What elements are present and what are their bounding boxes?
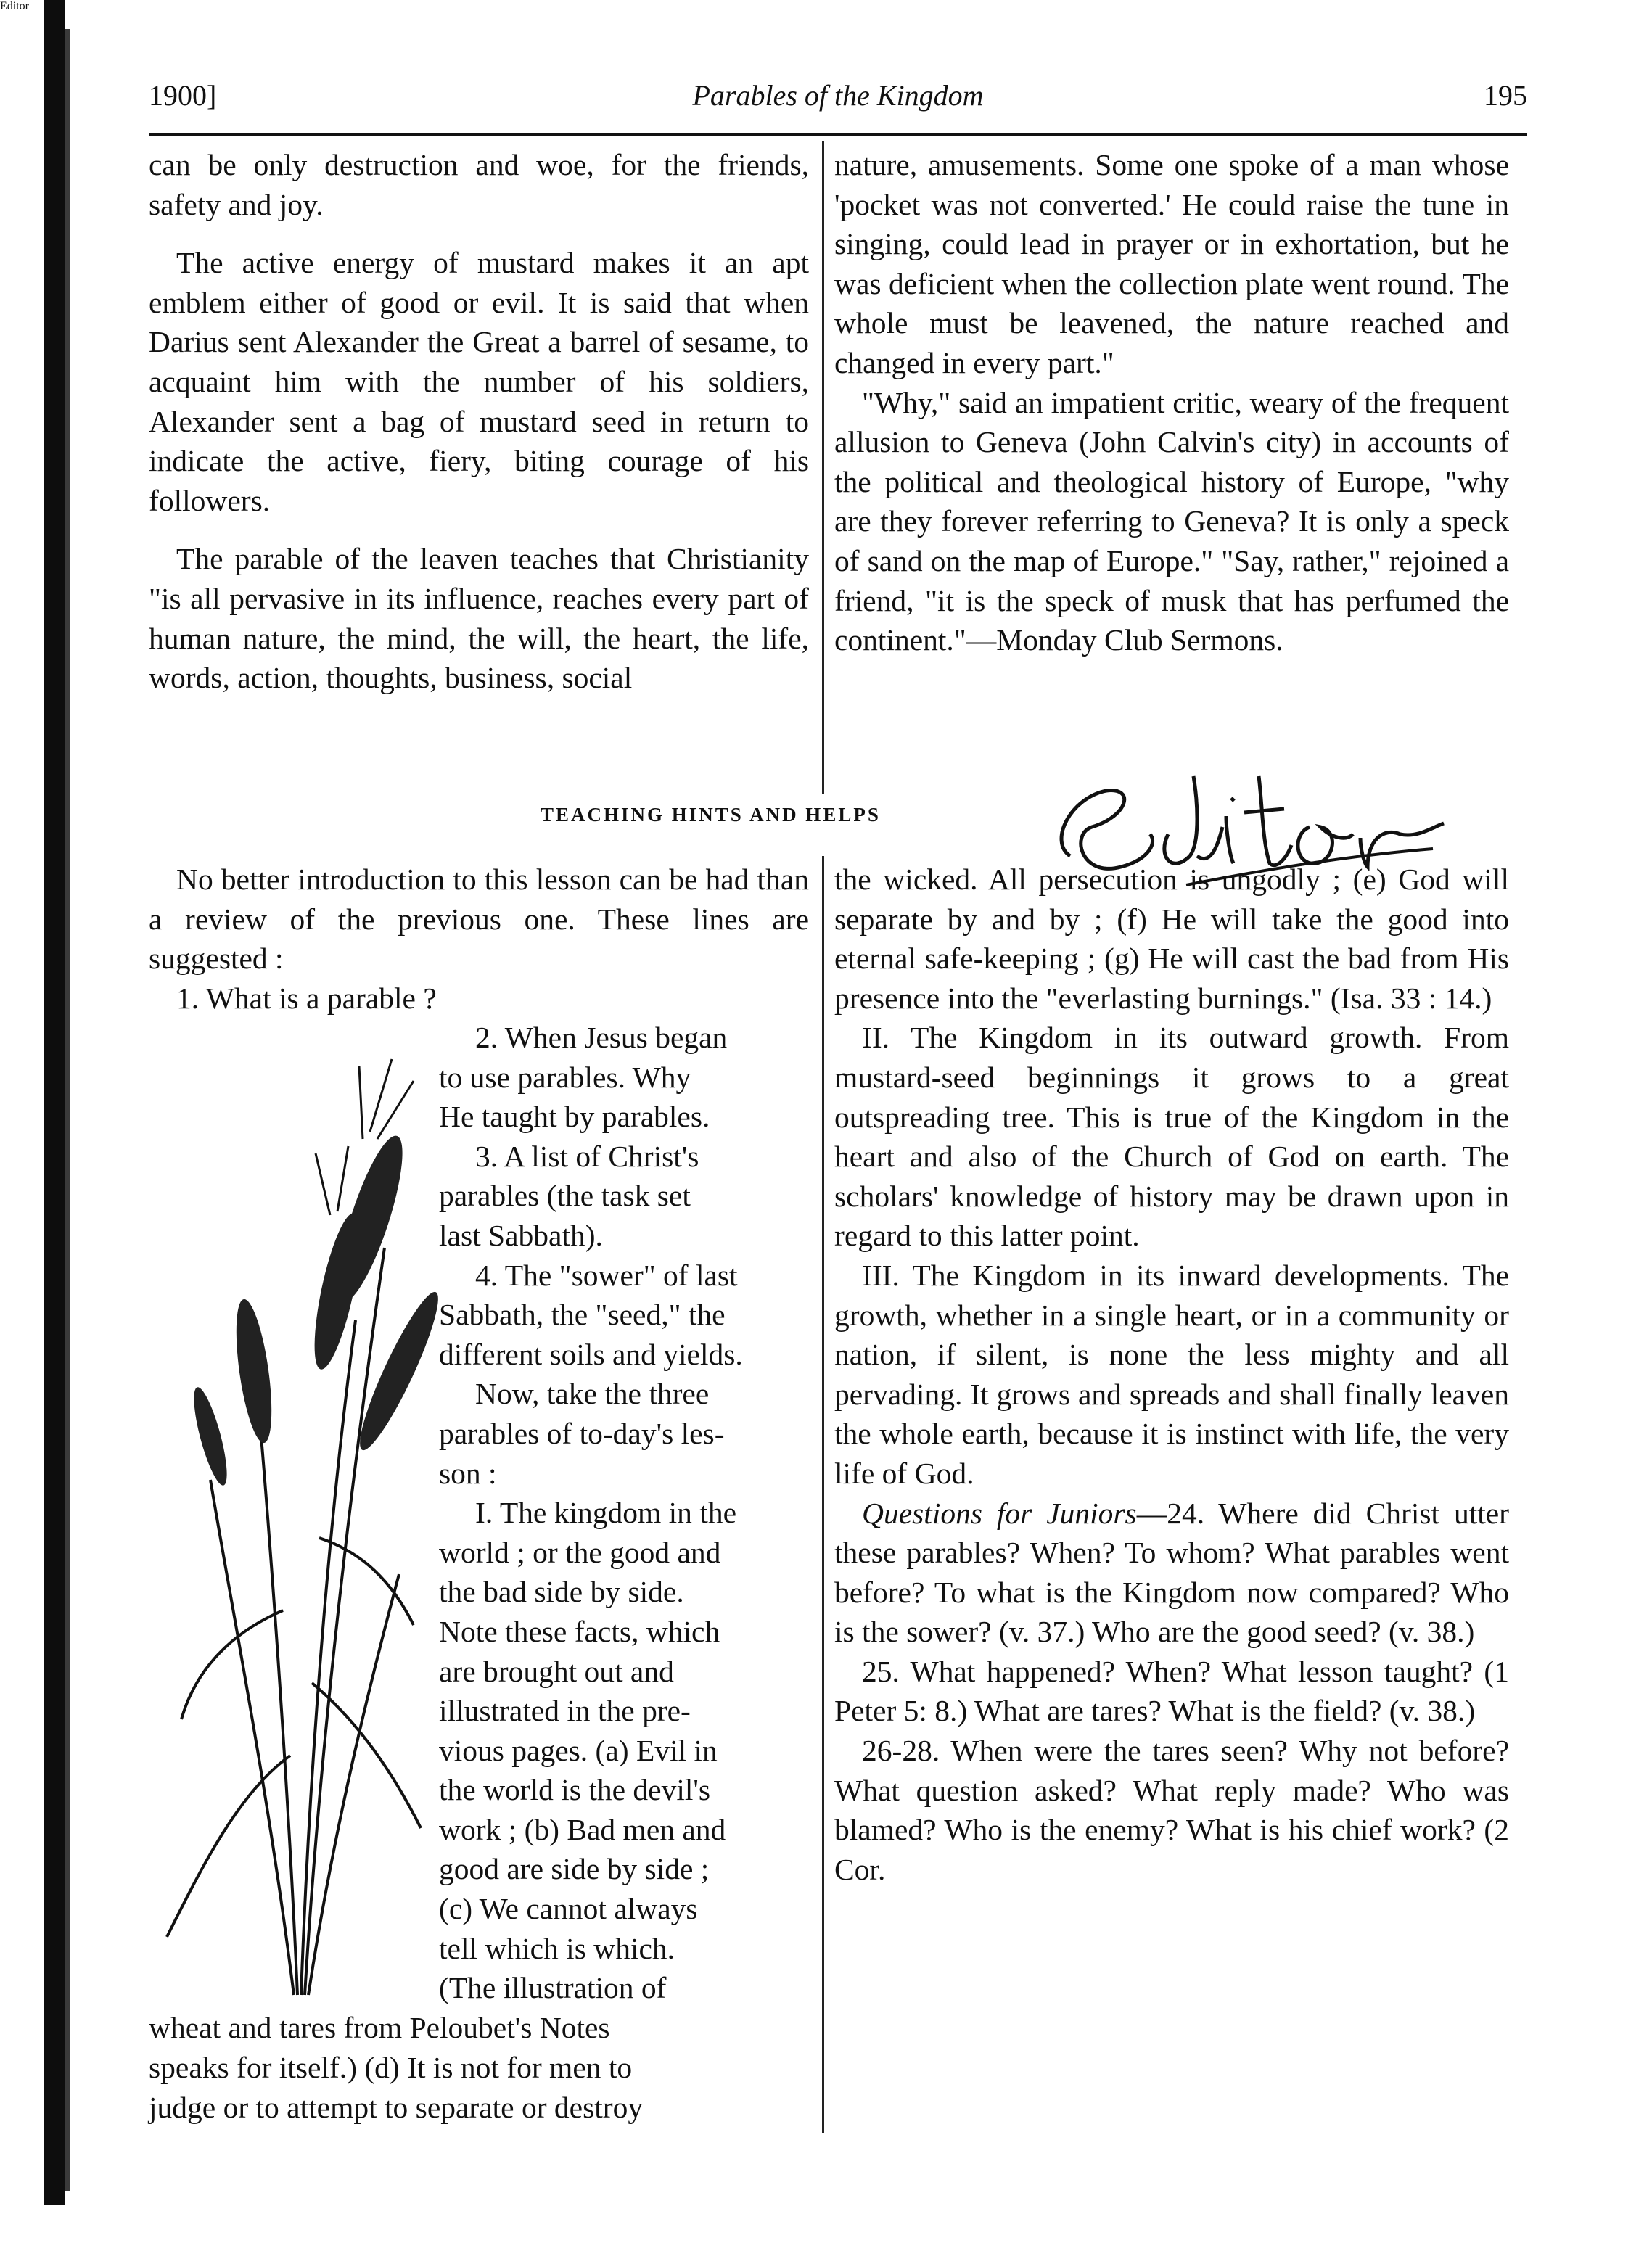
- text-line: the world is the devil's: [439, 1773, 711, 1807]
- text-line: wheat and tares from Peloubet's Notes: [149, 2011, 610, 2044]
- wrapped-text-beside-illustration: [439, 1018, 809, 2008]
- section-heading: TEACHING HINTS AND HELPS: [541, 804, 881, 826]
- questions-label: Questions for Juniors: [862, 1496, 1137, 1530]
- list-item: 1. What is a parable ?: [176, 981, 437, 1015]
- text-line: He taught by parables.: [439, 1100, 710, 1134]
- question-paragraph: 26-28. When were the tares seen? Why not before? What question asked? What reply made? Who was blamed? Who is the enemy? What is his chief work? (2 Cor.: [834, 1734, 1509, 1886]
- header-rule: [149, 133, 1527, 136]
- text-line: world ; or the good and: [439, 1535, 721, 1569]
- top-right-column: [834, 145, 1509, 660]
- header-title: Parables of the Kingdom: [692, 79, 984, 112]
- text-line: parables of to-day's les-: [439, 1416, 725, 1450]
- text-line: speaks for itself.) (d) It is not for men to: [149, 2051, 633, 2084]
- header-year: 1900]: [149, 79, 217, 112]
- paragraph: The active energy of mustard makes it an apt emblem either of good or evil. It is said that when Darius sent Alexander the Great a barrel of sesame, to acquaint him with the number of his soldiers, Alexander sent a bag of mustard seed in return to indicate the active, fiery, biting courage of his followers.: [149, 246, 809, 517]
- page-number: 195: [1484, 79, 1527, 112]
- text-line: 2. When Jesus began: [475, 1021, 728, 1054]
- text-line: to use parables. Why: [439, 1060, 691, 1094]
- paragraph: The parable of the leaven teaches that Christianity "is all pervasive in its influence, reaches every part of human nature, the mind, the will, the heart, the life, words, action, thoughts, business, social: [149, 542, 809, 695]
- text-line: tell which is which.: [439, 1931, 675, 1965]
- question-paragraph: 25. What happened? When? What lesson taught? (1 Peter 5: 8.) What are tares? What is the field? (v. 38.): [834, 1654, 1509, 1728]
- paragraph: nature, amusements. Some one spoke of a man whose 'pocket was not converted.' He could raise the tune in singing, could lead in prayer or in exhortation, but he was deficient when the collection plate went round. The whole must be leavened, the nature reached and changed in every part.": [834, 148, 1509, 379]
- text-line: good are side by side ;: [439, 1852, 710, 1886]
- text-line: 3. A list of Christ's: [475, 1139, 699, 1173]
- running-header: [149, 78, 1527, 122]
- intro-paragraph: No better introduction to this lesson can be had than a review of the previous one. These lines are suggested :: [149, 863, 809, 976]
- text-line: Note these facts, which: [439, 1614, 720, 1648]
- binding-edge: [65, 29, 70, 2191]
- wheat-and-tares-illustration: [152, 1030, 443, 2009]
- bottom-right-column: [834, 860, 1509, 1889]
- text-line: work ; (b) Bad men and: [439, 1812, 726, 1846]
- text-line: (The illustration of: [439, 1971, 667, 2005]
- text-line: son :: [439, 1456, 497, 1490]
- text-line: Now, take the three: [475, 1377, 710, 1411]
- text-line: Sabbath, the "seed," the: [439, 1298, 726, 1332]
- paragraph: II. The Kingdom in its outward growth. From mustard-seed beginnings it grows to a great outspreading tree. This is true of the Kingdom in the heart and also of the Church of God on earth. The scholars' knowledge of history may be drawn upon in regard to this latter point.: [834, 1021, 1509, 1253]
- questions-paragraph: [834, 1494, 1509, 1652]
- column-divider: [822, 856, 824, 2133]
- paragraph: III. The Kingdom in its inward developments. The growth, whether in a single heart, or in a community or nation, if silent, is none the less mighty and all pervading. It grows and spreads and shall finally leaven the whole earth, because it is instinct with life, the very life of God.: [834, 1258, 1509, 1490]
- paragraph: "Why," said an impatient critic, weary of the frequent allusion to Geneva (John Calvin's city) in accounts of the political and theological history of Europe, "why are they forever referring to Geneva? It is only a speck of sand on the map of Europe." "Say, rather," rejoined a friend, "it is the speck of musk that has perfumed the continent."—Monday Club Sermons.: [834, 385, 1509, 657]
- question-text: —24. Where did Christ utter these parables? When? To whom? What parables went before? To what is the Kingdom now compared? Who is the sower? (v. 37.) Who are the good seed? (v. 38.): [834, 1496, 1509, 1649]
- text-line: last Sabbath).: [439, 1218, 603, 1252]
- book-binding: [44, 0, 65, 2205]
- text-line: parables (the task set: [439, 1179, 691, 1213]
- text-line: are brought out and: [439, 1654, 674, 1688]
- paragraph: the wicked. All persecution is ungodly ; (e) God will separate by and by ; (f) He will take the good into eternal safe-keeping ; (g) He will cast the bad from His presence into the "everlasting burnings." (Isa. 33 : 14.): [834, 863, 1509, 1015]
- bottom-left-tail: [149, 2008, 809, 2128]
- paragraph: can be only destruction and woe, for the friends, safety and joy.: [149, 148, 809, 221]
- text-line: I. The kingdom in the: [475, 1496, 737, 1530]
- text-line: illustrated in the pre-: [439, 1694, 691, 1728]
- column-divider: [822, 141, 824, 794]
- text-line: judge or to attempt to separate or destroy: [149, 2091, 644, 2124]
- top-left-column: [149, 145, 809, 698]
- text-line: vious pages. (a) Evil in: [439, 1733, 718, 1767]
- text-line: the bad side by side.: [439, 1575, 684, 1609]
- text-line: different soils and yields.: [439, 1337, 743, 1371]
- text-line: 4. The "sower" of last: [475, 1258, 738, 1292]
- text-line: (c) We cannot always: [439, 1892, 698, 1926]
- bottom-left-intro: [149, 860, 809, 1018]
